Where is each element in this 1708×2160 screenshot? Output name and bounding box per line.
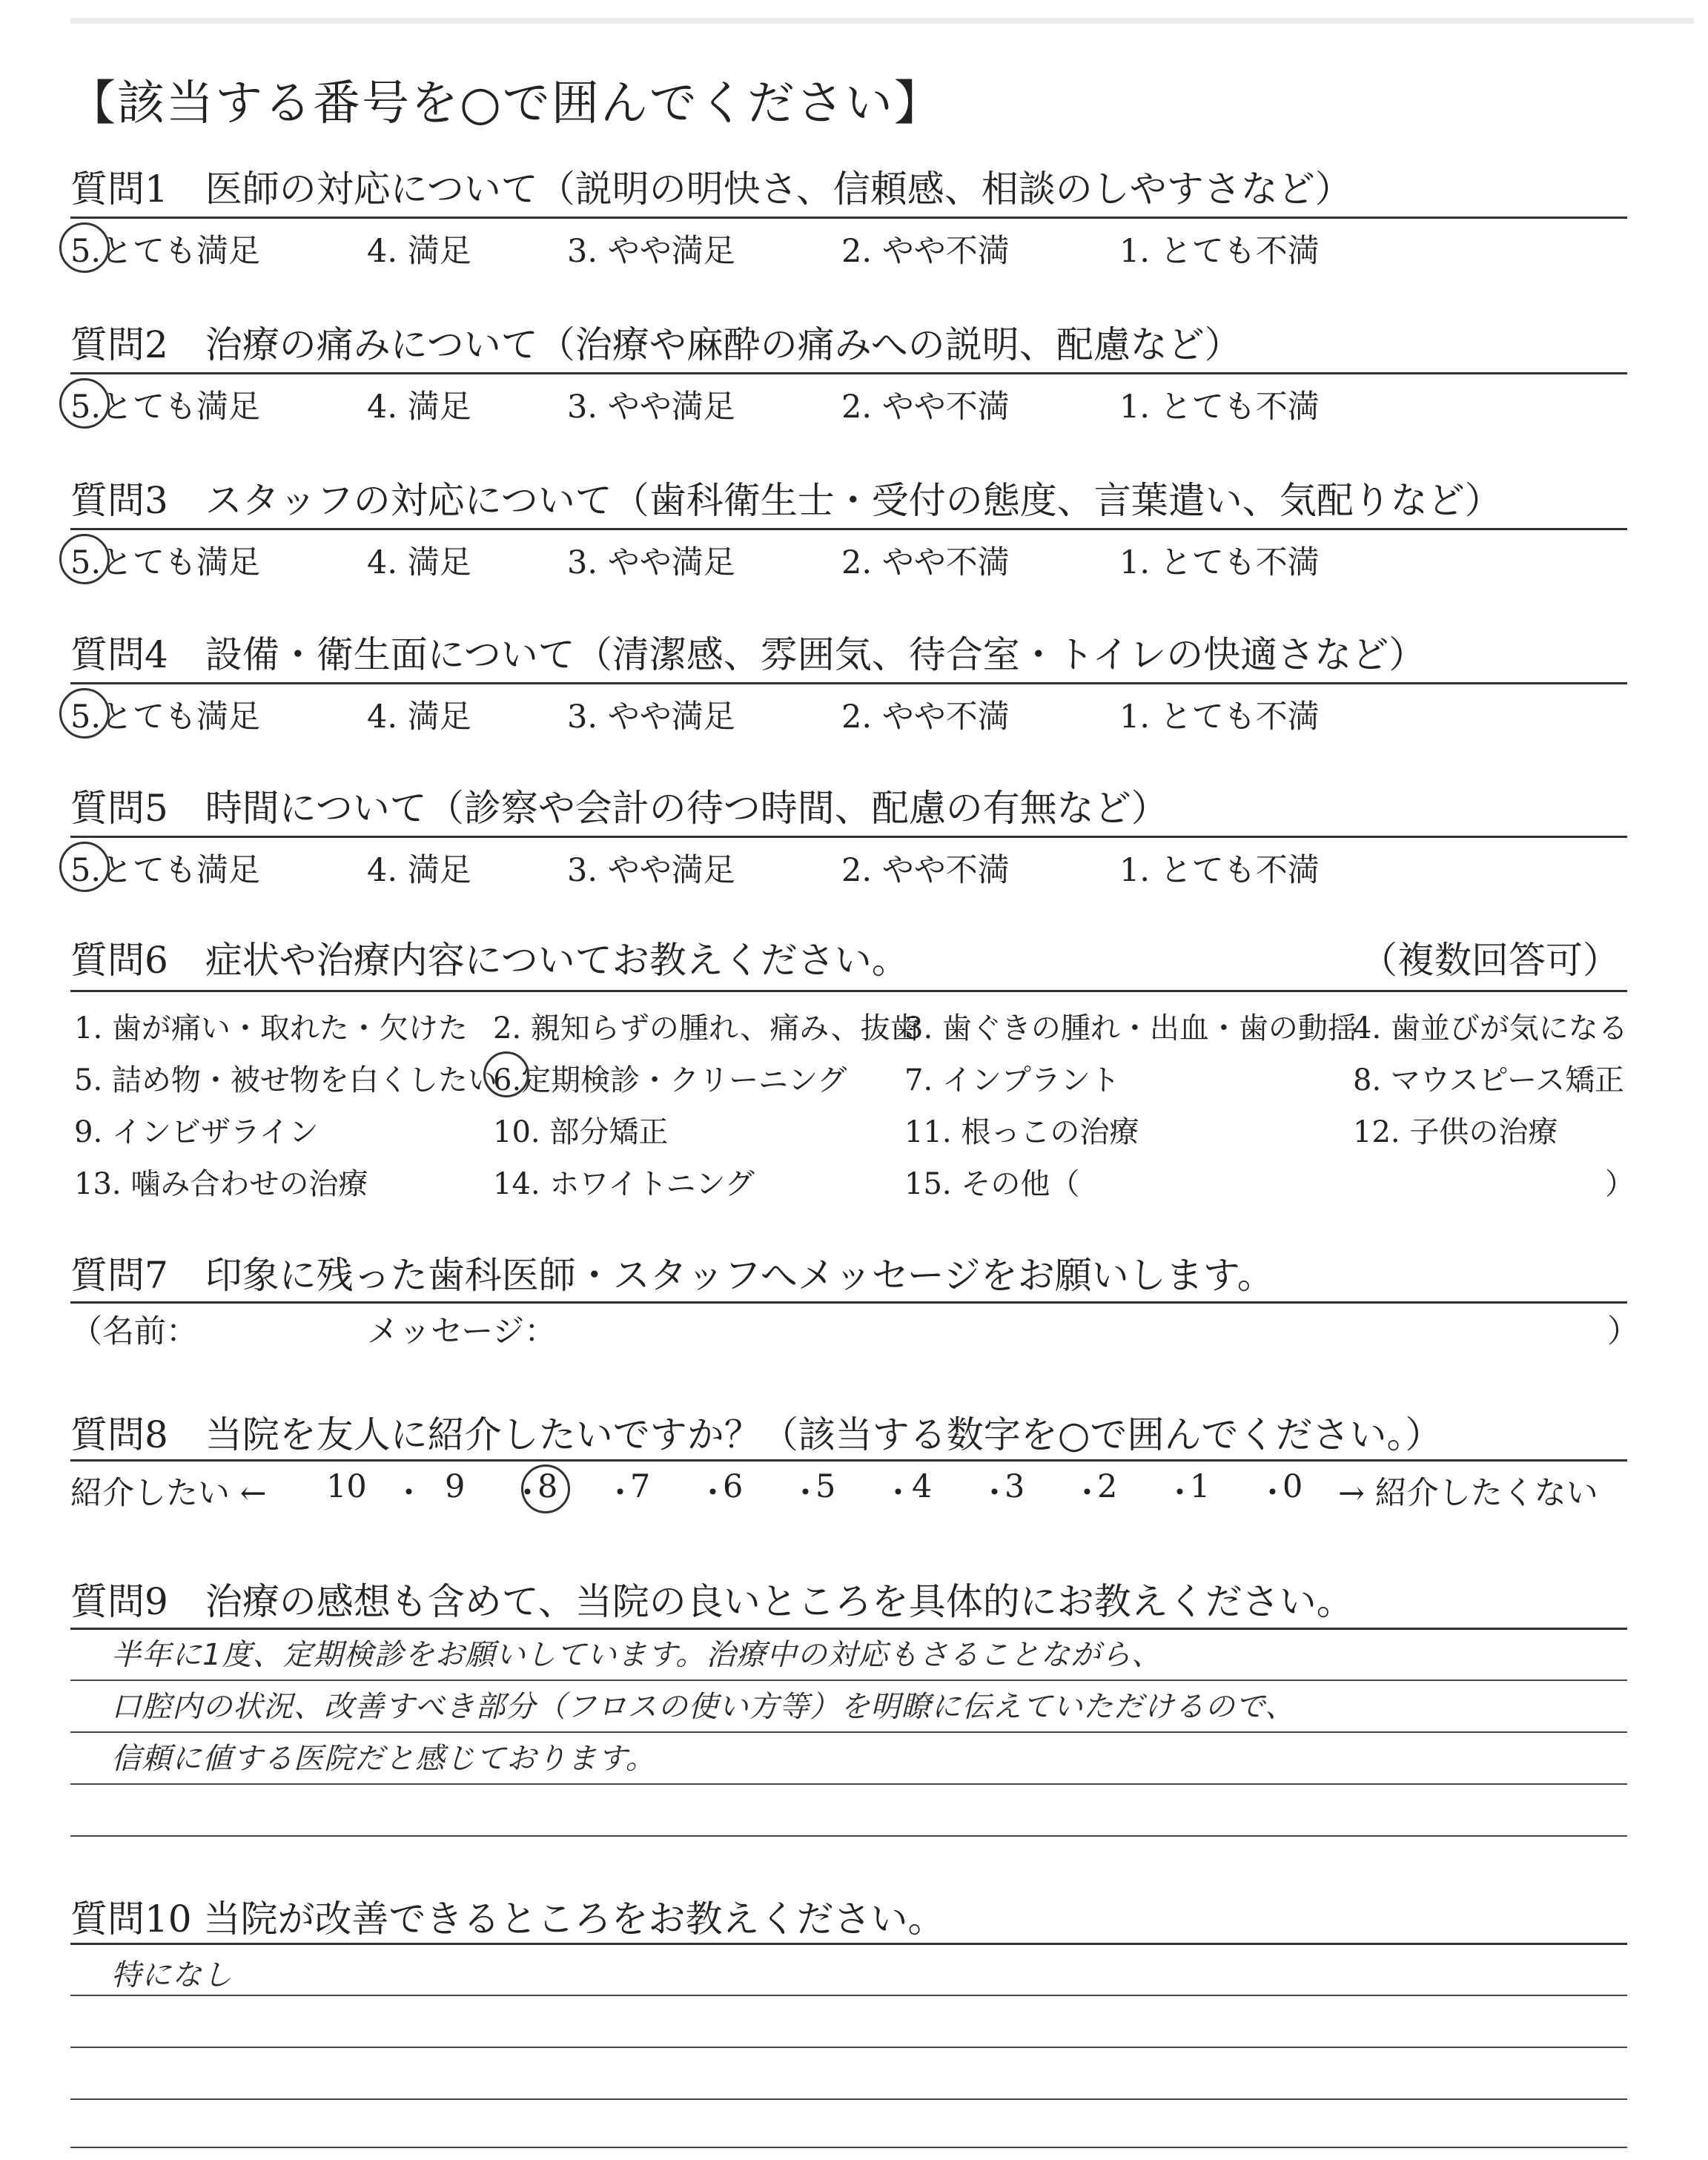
q10-answer-line: 特になし [111,1958,233,1992]
rating-option: 4. 満足 [367,698,471,736]
q1-title: 質問1 医師の対応について（説明の明快さ、信頼感、相談のしやすさなど） [70,168,1352,211]
q6-option: 4. 歯並びが気になる [1353,1011,1628,1046]
rating-option: 1. とても不満 [1119,698,1320,736]
q6-option: 5. 詰め物・被せ物を白くしたい [74,1063,497,1097]
q9-writing-line [70,1783,1627,1785]
q9-writing-line [70,1835,1627,1837]
q6-option: 9. インビザライン [74,1115,319,1149]
q10-title: 質問10 当院が改善できるところをお教えください。 [70,1898,945,1941]
q6-option: 7. インプラント [904,1063,1120,1097]
rating-option: 3. やや満足 [567,852,735,889]
q8-scale-dot: ・ [790,1475,821,1512]
q9-writing-line [70,1680,1627,1681]
selection-circle [59,842,110,892]
q4-rule [70,682,1627,684]
q10-writing-line [70,2098,1627,2100]
q8-scale-dot: ・ [604,1475,636,1512]
rating-option: 1. とても不満 [1119,233,1320,270]
selection-circle [483,1051,529,1097]
q8-scale-dot: ・ [1071,1475,1103,1512]
q8-title: 質問8 当院を友人に紹介したいですか？（該当する数字を○で囲んでください。） [70,1413,1443,1456]
q3-title: 質問3 スタッフの対応について（歯科衛生士・受付の態度、言葉遣い、気配りなど） [70,479,1502,522]
rating-option: 5.とても満足 [70,852,261,889]
rating-option: 4. 満足 [367,233,471,270]
rating-option: 4. 満足 [367,544,471,581]
q8-scale-value: 1 [1190,1468,1211,1505]
rating-option: 5.とても満足 [70,544,261,581]
q6-option: 2. 親知らずの腫れ、痛み、抜歯 [493,1011,920,1046]
q4-title: 質問4 設備・衛生面について（清潔感、雰囲気、待合室・トイレの快適さなど） [70,633,1426,676]
rating-option: 1. とても不満 [1119,544,1320,581]
q8-scale-dot: ・ [1257,1475,1288,1512]
q10-writing-line [70,2047,1627,2048]
q9-writing-line [70,1731,1627,1733]
q8-rule [70,1459,1627,1462]
q3-rule [70,528,1627,530]
q9-answer-line: 半年に1度、定期検診をお願いしています。治療中の対応もさることながら、 [111,1638,1162,1672]
q8-scale-dot: ・ [979,1475,1010,1512]
q7-close: ） [1607,1313,1639,1350]
rating-option: 3. やや満足 [567,233,735,270]
rating-option: 3. やや満足 [567,544,735,581]
q7-name-label: （名前： [70,1313,198,1350]
q8-scale-value: 8 [537,1468,558,1505]
rating-option: 2. やや不満 [841,233,1010,270]
q8-scale-value: 10 [326,1468,367,1505]
q6-option: 11. 根っこの治療 [904,1115,1139,1149]
q10-rule [70,1943,1627,1945]
q6-option: 14. ホワイトニング [493,1167,755,1201]
q6-option: 3. 歯ぐきの腫れ・出血・歯の動揺 [904,1011,1357,1046]
q8-scale-value: 3 [1004,1468,1025,1505]
selection-circle [521,1464,570,1513]
q6-title: 質問6 症状や治療内容についてお教えください。 [70,939,909,982]
q9-answer-line: 口腔内の状況、改善すべき部分（フロスの使い方等）を明瞭に伝えていただけるので、 [111,1690,1296,1724]
rating-option: 3. やや満足 [567,698,735,736]
q7-message-label: メッセージ： [367,1313,557,1350]
q5-title: 質問5 時間について（診察や会計の待つ時間、配慮の有無など） [70,787,1168,830]
rating-option: 1. とても不満 [1119,852,1320,889]
rating-option: 3. やや満足 [567,389,735,426]
q8-scale-dot: ・ [393,1475,425,1512]
rating-option: 2. やや不満 [841,389,1010,426]
q8-scale-value: 9 [445,1468,466,1505]
q6-note: （複数回答可） [1360,939,1620,982]
rating-option: 5.とても満足 [70,233,261,270]
q6-rule [70,990,1627,992]
q8-scale-dot: ・ [512,1475,543,1512]
q2-rule [70,372,1627,374]
rating-option: 2. やや不満 [841,852,1010,889]
q8-scale-dot: ・ [1164,1475,1196,1512]
q6-option: 12. 子供の治療 [1353,1115,1558,1149]
selection-circle [59,688,110,739]
q7-rule [70,1301,1627,1304]
rating-option: 4. 満足 [367,852,471,889]
q8-scale-value: 5 [815,1468,836,1505]
q8-scale-value: 7 [630,1468,651,1505]
q9-title: 質問9 治療の感想も含めて、当院の良いところを具体的にお教えください。 [70,1580,1354,1623]
q5-rule [70,836,1627,838]
q8-scale-value: 6 [723,1468,744,1505]
q1-rule [70,217,1627,219]
q7-title: 質問7 印象に残った歯科医師・スタッフへメッセージをお願いします。 [70,1254,1274,1297]
rating-option: 2. やや不満 [841,698,1010,736]
q8-scale-value: 0 [1282,1468,1303,1505]
q8-scale-dot: ・ [697,1475,729,1512]
q10-writing-line [70,1995,1627,1996]
rating-option: 5.とても満足 [70,698,261,736]
q9-rule [70,1628,1627,1630]
rating-option: 2. やや不満 [841,544,1010,581]
q6-option: ） [1605,1167,1635,1201]
rating-option: 4. 満足 [367,389,471,426]
q8-scale-value: 4 [912,1468,933,1505]
selection-circle [59,222,110,273]
page-title: 【該当する番号を○で囲んでください】 [68,76,943,131]
q2-title: 質問2 治療の痛みについて（治療や麻酔の痛みへの説明、配慮など） [70,323,1242,366]
top-border [70,18,1694,24]
selection-circle [59,378,110,429]
q8-right-label: → 紹介したくない [1338,1475,1598,1512]
q6-option: 15. その他（ [904,1167,1080,1201]
q6-option: 8. マウスピース矯正 [1353,1063,1625,1097]
q10-writing-line [70,2147,1627,2148]
rating-option: 5.とても満足 [70,389,261,426]
q8-scale-dot: ・ [882,1475,914,1512]
q6-option: 6.定期検診・クリーニング [493,1063,847,1097]
q6-option: 10. 部分矯正 [493,1115,669,1149]
selection-circle [59,534,110,584]
rating-option: 1. とても不満 [1119,389,1320,426]
q8-scale-value: 2 [1097,1468,1118,1505]
q8-left-label: 紹介したい ← [70,1475,267,1512]
q6-option: 13. 噛み合わせの治療 [74,1167,368,1201]
q6-option: 1. 歯が痛い・取れた・欠けた [74,1011,468,1046]
q9-answer-line: 信頼に値する医院だと感じております。 [111,1742,656,1776]
